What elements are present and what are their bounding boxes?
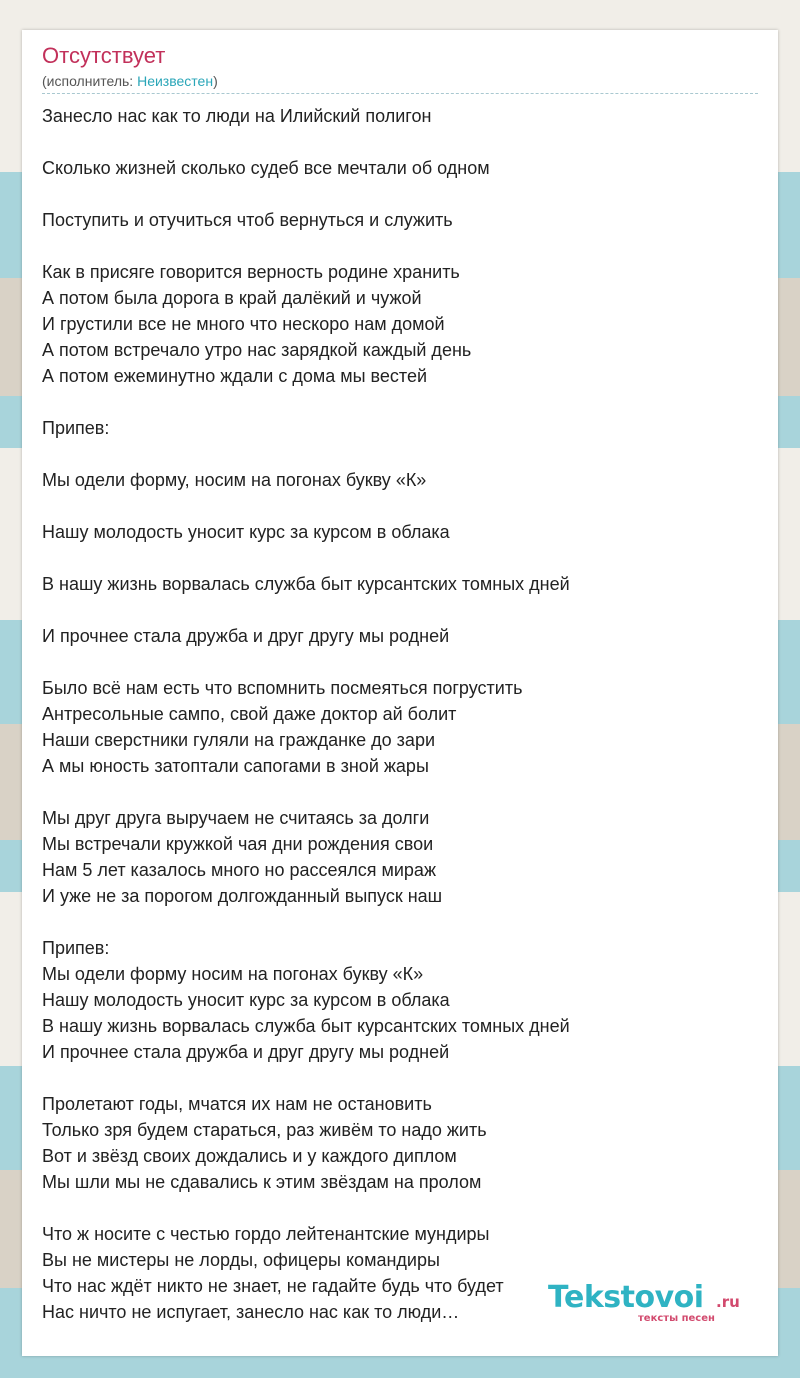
lyrics-line: В нашу жизнь ворвалась служба быт курсантских томных дней (42, 1016, 570, 1036)
lyrics-blank-line (42, 493, 762, 519)
lyrics-line: Припев: (42, 418, 110, 438)
title-divider (42, 93, 758, 94)
lyrics-line: Нашу молодость уносит курс за курсом в облака (42, 522, 450, 542)
lyrics-line: И прочнее стала дружба и друг другу мы родней (42, 1042, 450, 1062)
lyrics-line: А потом ежеминутно ждали с дома мы вестей (42, 366, 428, 386)
lyrics-line: Как в присяге говорится верность родине хранить (42, 262, 460, 282)
artist-link[interactable]: Неизвестен (137, 73, 214, 89)
lyrics-line: Мы одели форму, носим на погонах букву «К» (42, 470, 427, 490)
logo-wordmark: Tekstovoi (548, 1280, 704, 1315)
lyrics-blank-line (42, 441, 762, 467)
lyrics-line: А потом встречало утро нас зарядкой каждый день (42, 340, 472, 360)
lyrics-line: Припев: (42, 938, 110, 958)
lyrics-line: Что нас ждёт никто не знает, не гадайте будь что будет (42, 1276, 504, 1296)
lyrics-line: И уже не за порогом долгожданный выпуск наш (42, 886, 443, 906)
lyrics-line: А мы юность затоптали сапогами в зной жары (42, 756, 429, 776)
lyrics-line: Поступить и отучиться чтоб вернуться и служить (42, 210, 453, 230)
artist-line (42, 73, 218, 89)
logo-tld: .ru (716, 1293, 740, 1311)
lyrics-line: Антресольные сампо, свой даже доктор ай болит (42, 704, 457, 724)
lyrics-line: Нас ничто не испугает, занесло нас как то люди… (42, 1302, 460, 1322)
lyrics-line: Мы одели форму носим на погонах букву «К» (42, 964, 424, 984)
lyrics-line: Наши сверстники гуляли на гражданке до зари (42, 730, 436, 750)
artist-prefix: (исполнитель: (42, 73, 138, 89)
lyrics-blank-line (42, 1065, 762, 1091)
lyrics-line: В нашу жизнь ворвалась служба быт курсантских томных дней (42, 574, 570, 594)
lyrics-blank-line (42, 1195, 762, 1221)
lyrics-blank-line (42, 909, 762, 935)
lyrics-blank-line (42, 597, 762, 623)
lyrics-blank-line (42, 129, 762, 155)
artist-suffix: ) (213, 73, 218, 89)
lyrics-line: Только зря будем стараться, раз живём то надо жить (42, 1120, 487, 1140)
lyrics-line: Мы встречали кружкой чая дни рождения свои (42, 834, 434, 854)
lyrics-line: Что ж носите с честью гордо лейтенантские мундиры (42, 1224, 490, 1244)
lyrics-line: Нам 5 лет казалось много но рассеялся мираж (42, 860, 436, 880)
lyrics-card (22, 30, 778, 1356)
site-logo[interactable] (548, 1280, 758, 1325)
lyrics-line: Пролетают годы, мчатся их нам не остановить (42, 1094, 432, 1114)
lyrics-line: А потом была дорога в край далёкий и чужой (42, 288, 422, 308)
lyrics-blank-line (42, 545, 762, 571)
lyrics-text (42, 103, 762, 1325)
lyrics-blank-line (42, 181, 762, 207)
lyrics-blank-line (42, 233, 762, 259)
lyrics-line: Занесло нас как то люди на Илийский полигон (42, 106, 432, 126)
lyrics-line: И прочнее стала дружба и друг другу мы родней (42, 626, 450, 646)
lyrics-line: Мы друг друга выручаем не считаясь за долги (42, 808, 430, 828)
lyrics-line: Мы шли мы не сдавались к этим звёздам на пролом (42, 1172, 482, 1192)
lyrics-line: И грустили все не много что нескоро нам домой (42, 314, 445, 334)
lyrics-line: Было всё нам есть что вспомнить посмеяться погрустить (42, 678, 523, 698)
lyrics-line: Сколько жизней сколько судеб все мечтали об одном (42, 158, 490, 178)
lyrics-line: Нашу молодость уносит курс за курсом в облака (42, 990, 450, 1010)
lyrics-line: Вот и звёзд своих дождались и у каждого диплом (42, 1146, 457, 1166)
lyrics-blank-line (42, 779, 762, 805)
song-title: Отсутствует (42, 43, 166, 68)
lyrics-blank-line (42, 649, 762, 675)
logo-tagline: тексты песен (638, 1313, 715, 1324)
lyrics-blank-line (42, 389, 762, 415)
lyrics-line: Вы не мистеры не лорды, офицеры командиры (42, 1250, 440, 1270)
